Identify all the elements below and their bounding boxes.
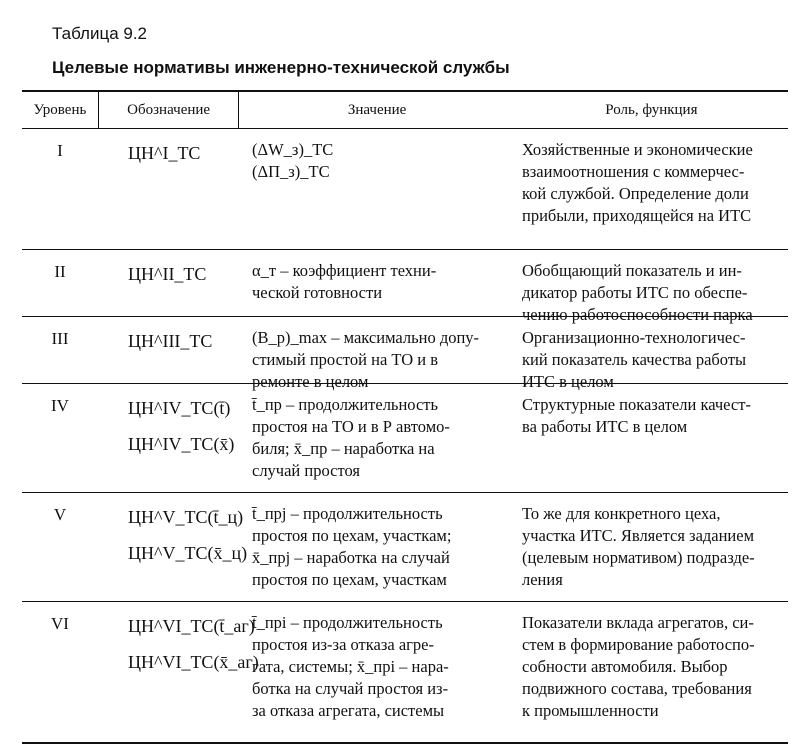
value-line: ремонте в целом (252, 372, 369, 391)
cell-value (238, 384, 514, 492)
table-label: Таблица 9.2 (52, 24, 148, 43)
designation-symbol: ЦН^VI_ТС(x̄_аг) (128, 652, 259, 672)
value-line: (ΔW_з)_ТС (252, 140, 334, 159)
cell-designation (98, 493, 248, 601)
value-line: случай простоя (252, 461, 360, 480)
value-line: простоя из-за отказа агре- (252, 635, 434, 654)
value-line: t̄_пр – продолжительность (252, 395, 439, 414)
value-line: ческой готовности (252, 283, 383, 302)
role-line: ва работы ИТС в целом (522, 417, 688, 436)
cell-designation (98, 317, 238, 383)
cell-value (238, 250, 514, 316)
table-header (22, 92, 788, 129)
cell-level: VI (51, 614, 69, 633)
header-value: Значение (347, 101, 407, 118)
cell-role (514, 493, 788, 601)
designation-symbol: ЦН^I_ТС (128, 143, 201, 163)
role-line: Обобщающий показатель и ин- (522, 261, 742, 280)
role-line: Показатели вклада агрегатов, си- (522, 613, 754, 632)
table-row (22, 602, 788, 742)
table-title: Целевые нормативы инженерно-технической службы (52, 58, 510, 77)
role-line: к промышленности (522, 701, 659, 720)
value-line: x̄_прj – наработка на случай (252, 548, 450, 567)
value-line: биля; x̄_пр – наработка на (252, 439, 435, 458)
value-line: стимый простой на ТО и в (252, 350, 439, 369)
cell-role (514, 129, 788, 249)
cell-level: II (54, 262, 66, 281)
table-row (22, 317, 788, 391)
designation-symbol: ЦН^II_ТС (128, 264, 207, 284)
role-line: прибыли, приходящейся на ИТС (522, 206, 752, 225)
role-line: (целевым нормативом) подразде- (522, 548, 755, 567)
role-line: То же для конкретного цеха, (522, 504, 721, 523)
cell-role (514, 602, 788, 742)
cell-level: III (51, 329, 69, 348)
role-line: участка ИТС. Является заданием (522, 526, 755, 545)
header-role: Роль, функция (605, 101, 698, 118)
value-line: (B_р)_max – максимально допу- (252, 328, 480, 347)
value-line: α_т – коэффициент техни- (252, 261, 437, 280)
role-line: Организационно-технологичес- (522, 328, 746, 347)
value-line: простоя по цехам, участкам (252, 570, 447, 589)
table-row (22, 129, 788, 250)
cell-role (514, 250, 788, 324)
cell-level: IV (51, 396, 69, 415)
role-line: Структурные показатели качест- (522, 395, 751, 414)
role-line: кий показатель качества работы (522, 350, 747, 369)
value-line: гата, системы; x̄_прi – нара- (252, 657, 449, 676)
role-line: ления (522, 570, 563, 589)
cell-level: V (53, 505, 67, 524)
designation-symbol: ЦН^III_ТС (128, 331, 213, 351)
role-line: взаимоотношения с коммерчес- (522, 162, 745, 181)
cell-role (514, 384, 788, 492)
role-line: дикатор работы ИТС по обеспе- (522, 283, 748, 302)
norms-table (22, 90, 788, 744)
designation-symbol: ЦН^V_ТС(x̄_ц) (128, 543, 248, 563)
role-line: чению работоспособности парка (522, 305, 753, 324)
table-row (22, 384, 788, 493)
cell-value (238, 493, 514, 601)
cell-value (238, 317, 514, 391)
value-line: простоя по цехам, участкам; (252, 526, 452, 545)
cell-designation (98, 129, 238, 249)
designation-symbol: ЦН^IV_ТС(t̄) (128, 398, 231, 418)
cell-designation (98, 384, 238, 492)
value-line: t̄_прi – продолжительность (252, 613, 443, 632)
role-line: стем в формирование работоспо- (522, 635, 755, 654)
cell-level: I (57, 141, 63, 160)
role-line: кой службой. Определение доли (522, 184, 749, 203)
designation-symbol: ЦН^VI_ТС(t̄_аг) (128, 616, 255, 636)
role-line: Хозяйственные и экономические (522, 140, 753, 159)
role-line: собности автомобиля. Выбор (522, 657, 728, 676)
designation-symbol: ЦН^V_ТС(t̄_ц) (128, 507, 244, 527)
role-line: подвижного состава, требования (522, 679, 752, 698)
value-line: (ΔП_з)_ТС (252, 162, 330, 181)
value-line: t̄_прj – продолжительность (252, 504, 443, 523)
cell-value (238, 602, 514, 742)
cell-designation (98, 602, 259, 742)
header-level: Уровень (22, 92, 99, 128)
value-line: простоя на ТО и в Р автомо- (252, 417, 450, 436)
designation-symbol: ЦН^IV_ТС(x̄) (128, 434, 235, 454)
cell-designation (98, 250, 238, 316)
table-row (22, 493, 788, 602)
table-body (22, 129, 788, 742)
value-line: ботка на случай простоя из- (252, 679, 449, 698)
header-designation: Обозначение (99, 92, 240, 128)
table-row (22, 250, 788, 324)
cell-value (238, 129, 514, 249)
role-line: ИТС в целом (522, 372, 614, 391)
cell-role (514, 317, 788, 391)
value-line: за отказа агрегата, системы (252, 701, 445, 720)
